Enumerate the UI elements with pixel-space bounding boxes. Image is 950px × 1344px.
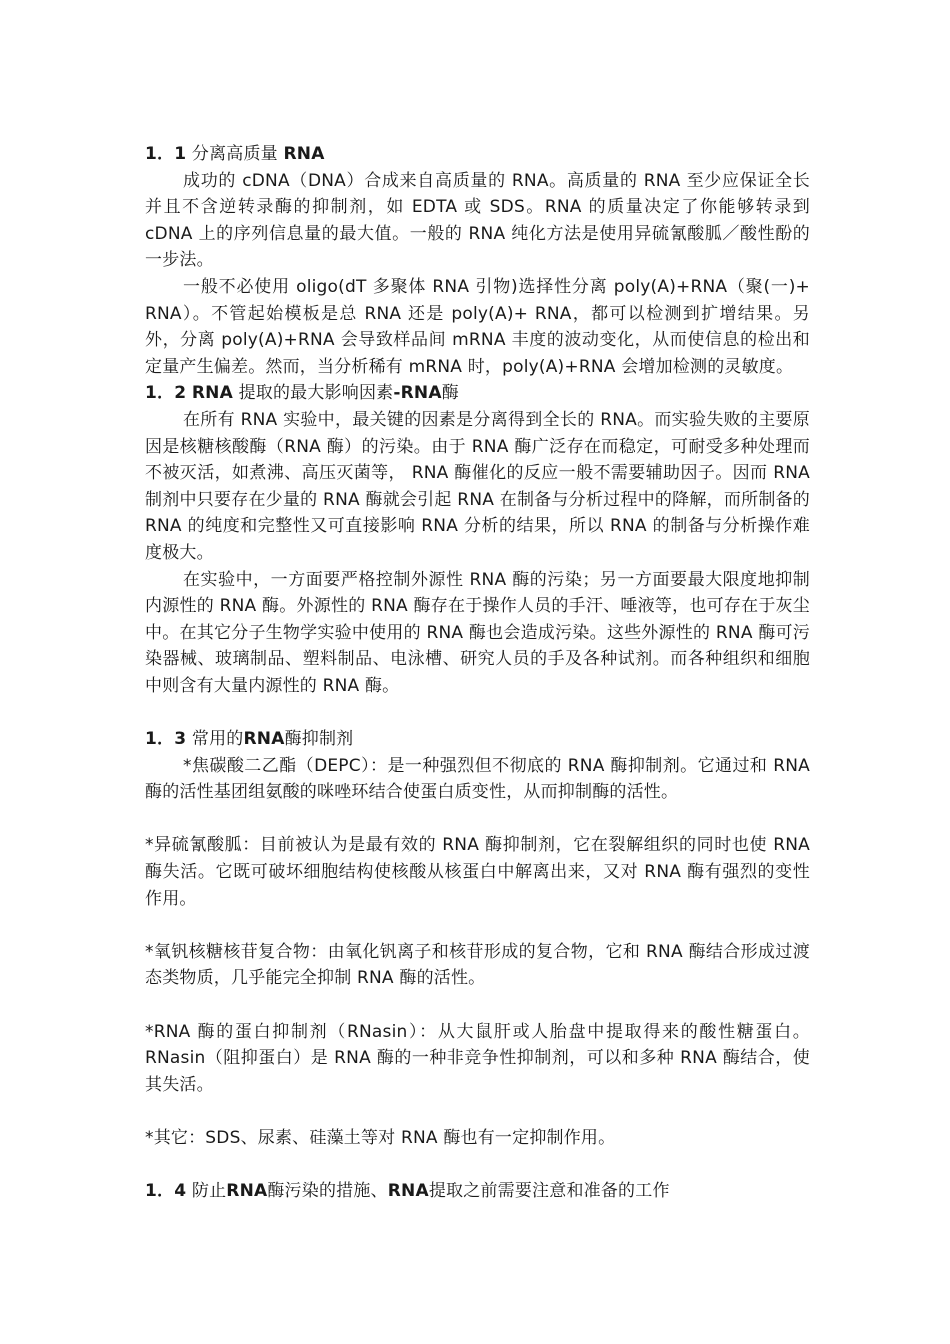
blank-line [145,1152,810,1179]
heading-number: 1．2 [145,383,187,404]
heading-text: 提取的最大影响因素 [238,383,394,404]
heading-number: 1．4 [145,1181,187,1202]
paragraph: *异硫氰酸胍：目前被认为是最有效的 RNA 酶抑制剂，它在裂解组织的同时也使 RNA 酶失活。它既可破坏细胞结构使核酸从核蛋白中解离出来，又对 RNA 酶有强烈的变性作用。 [145,835,810,909]
blank-line [145,912,810,939]
heading-number: 1．1 [145,144,187,164]
section-heading-1-3 [145,726,810,753]
paragraph: *焦碳酸二乙酯（DEPC）：是一种强烈但不彻底的 RNA 酶抑制剂。它通过和 RNA 酶的活性基团组氨酸的咪唑环结合使蛋白质变性，从而抑制酶的活性。 [145,755,810,803]
heading-text: 常用的 [191,729,244,750]
heading-bold: RNA [226,1181,268,1202]
heading-text: 酶 [441,383,459,404]
heading-bold: RNA [243,729,285,750]
blank-line [145,699,810,726]
section-heading-1-4 [145,1178,810,1205]
heading-number: 1．3 [145,729,187,750]
blank-line [145,1098,810,1125]
paragraph: 在所有 RNA 实验中，最关键的因素是分离得到全长的 RNA。而实验失败的主要原因是核糖核酸酶（RNA 酶）的污染。由于 RNA 酶广泛存在而稳定，可耐受多种处理而不被灭活，如煮沸、高压灭菌等， RNA 酶催化的反应一般不需要辅助因子。因而 RNA 制剂中只要存在少量的 RNA 酶就会引起 RNA 在制备与分析过程中的降解，而所制备的 RNA 的纯度和完整性又可直接影响 RNA 分析的结果，所以 RNA 的制备与分析操作难度极大。 [145,409,810,563]
blank-line [145,806,810,833]
blank-line [145,992,810,1019]
paragraph: *其它：SDS、尿素、硅藻土等对 RNA 酶也有一定抑制作用。 [145,1127,616,1148]
heading-text: 分离高质量 [191,144,278,164]
heading-bold: RNA [387,1181,429,1202]
paragraph: 成功的 cDNA（DNA）合成来自高质量的 RNA。高质量的 RNA 至少应保证全长并且不含逆转录酶的抑制剂，如 EDTA 或 SDS。RNA 的质量决定了你能够转录到 cDNA 上的序列信息量的最大值。一般的 RNA 纯化方法是使用异硫氰酸胍／酸性酚的一步法。 [145,170,810,271]
paragraph: *RNA 酶的蛋白抑制剂（RNasin）：从大鼠肝或人胎盘中提取得来的酸性糖蛋白。RNasin（阻抑蛋白）是 RNA 酶的一种非竞争性抑制剂，可以和多种 RNA 酶结合，使其失活。 [145,1021,810,1095]
heading-bold: RNA [283,144,325,164]
paragraph: 在实验中，一方面要严格控制外源性 RNA 酶的污染；另一方面要最大限度地抑制内源性的 RNA 酶。外源性的 RNA 酶存在于操作人员的手汗、唾液等，也可存在于灰尘中。在其它分子生物学实验中使用的 RNA 酶也会造成污染。这些外源性的 RNA 酶可污染器械、玻璃制品、塑料制品、电泳槽、研究人员的手及各种试剂。而各种组织和细胞中则含有大量内源性的 RNA 酶。 [145,569,810,696]
heading-text: 酶抑制剂 [284,729,354,750]
heading-bold: -RNA [393,383,442,404]
heading-text: 防止 [191,1181,227,1202]
paragraph: 一般不必使用 oligo(dT 多聚体 RNA 引物)选择性分离 poly(A)+RNA（聚(一)+ RNA）。不管起始模板是总 RNA 还是 poly(A)+ RNA，都可以检测到扩增结果。另外，分离 poly(A)+RNA 会导致样品间 mRNA 丰度的波动变化，从而使信息的检出和定量产生偏差。然而，当分析稀有 mRNA 时，poly(A)+RNA 会增加检测的灵敏度。 [145,276,810,377]
heading-text: 酶污染的措施、 [267,1181,388,1202]
section-heading-1-1 [145,141,810,168]
section-heading-1-2 [145,380,810,407]
heading-bold: RNA [191,383,233,404]
paragraph: *氧钒核糖核苷复合物：由氧化钒离子和核苷形成的复合物，它和 RNA 酶结合形成过渡态类物质，几乎能完全抑制 RNA 酶的活性。 [145,941,810,989]
heading-text: 提取之前需要注意和准备的工作 [428,1181,670,1202]
document-page [145,141,810,1205]
